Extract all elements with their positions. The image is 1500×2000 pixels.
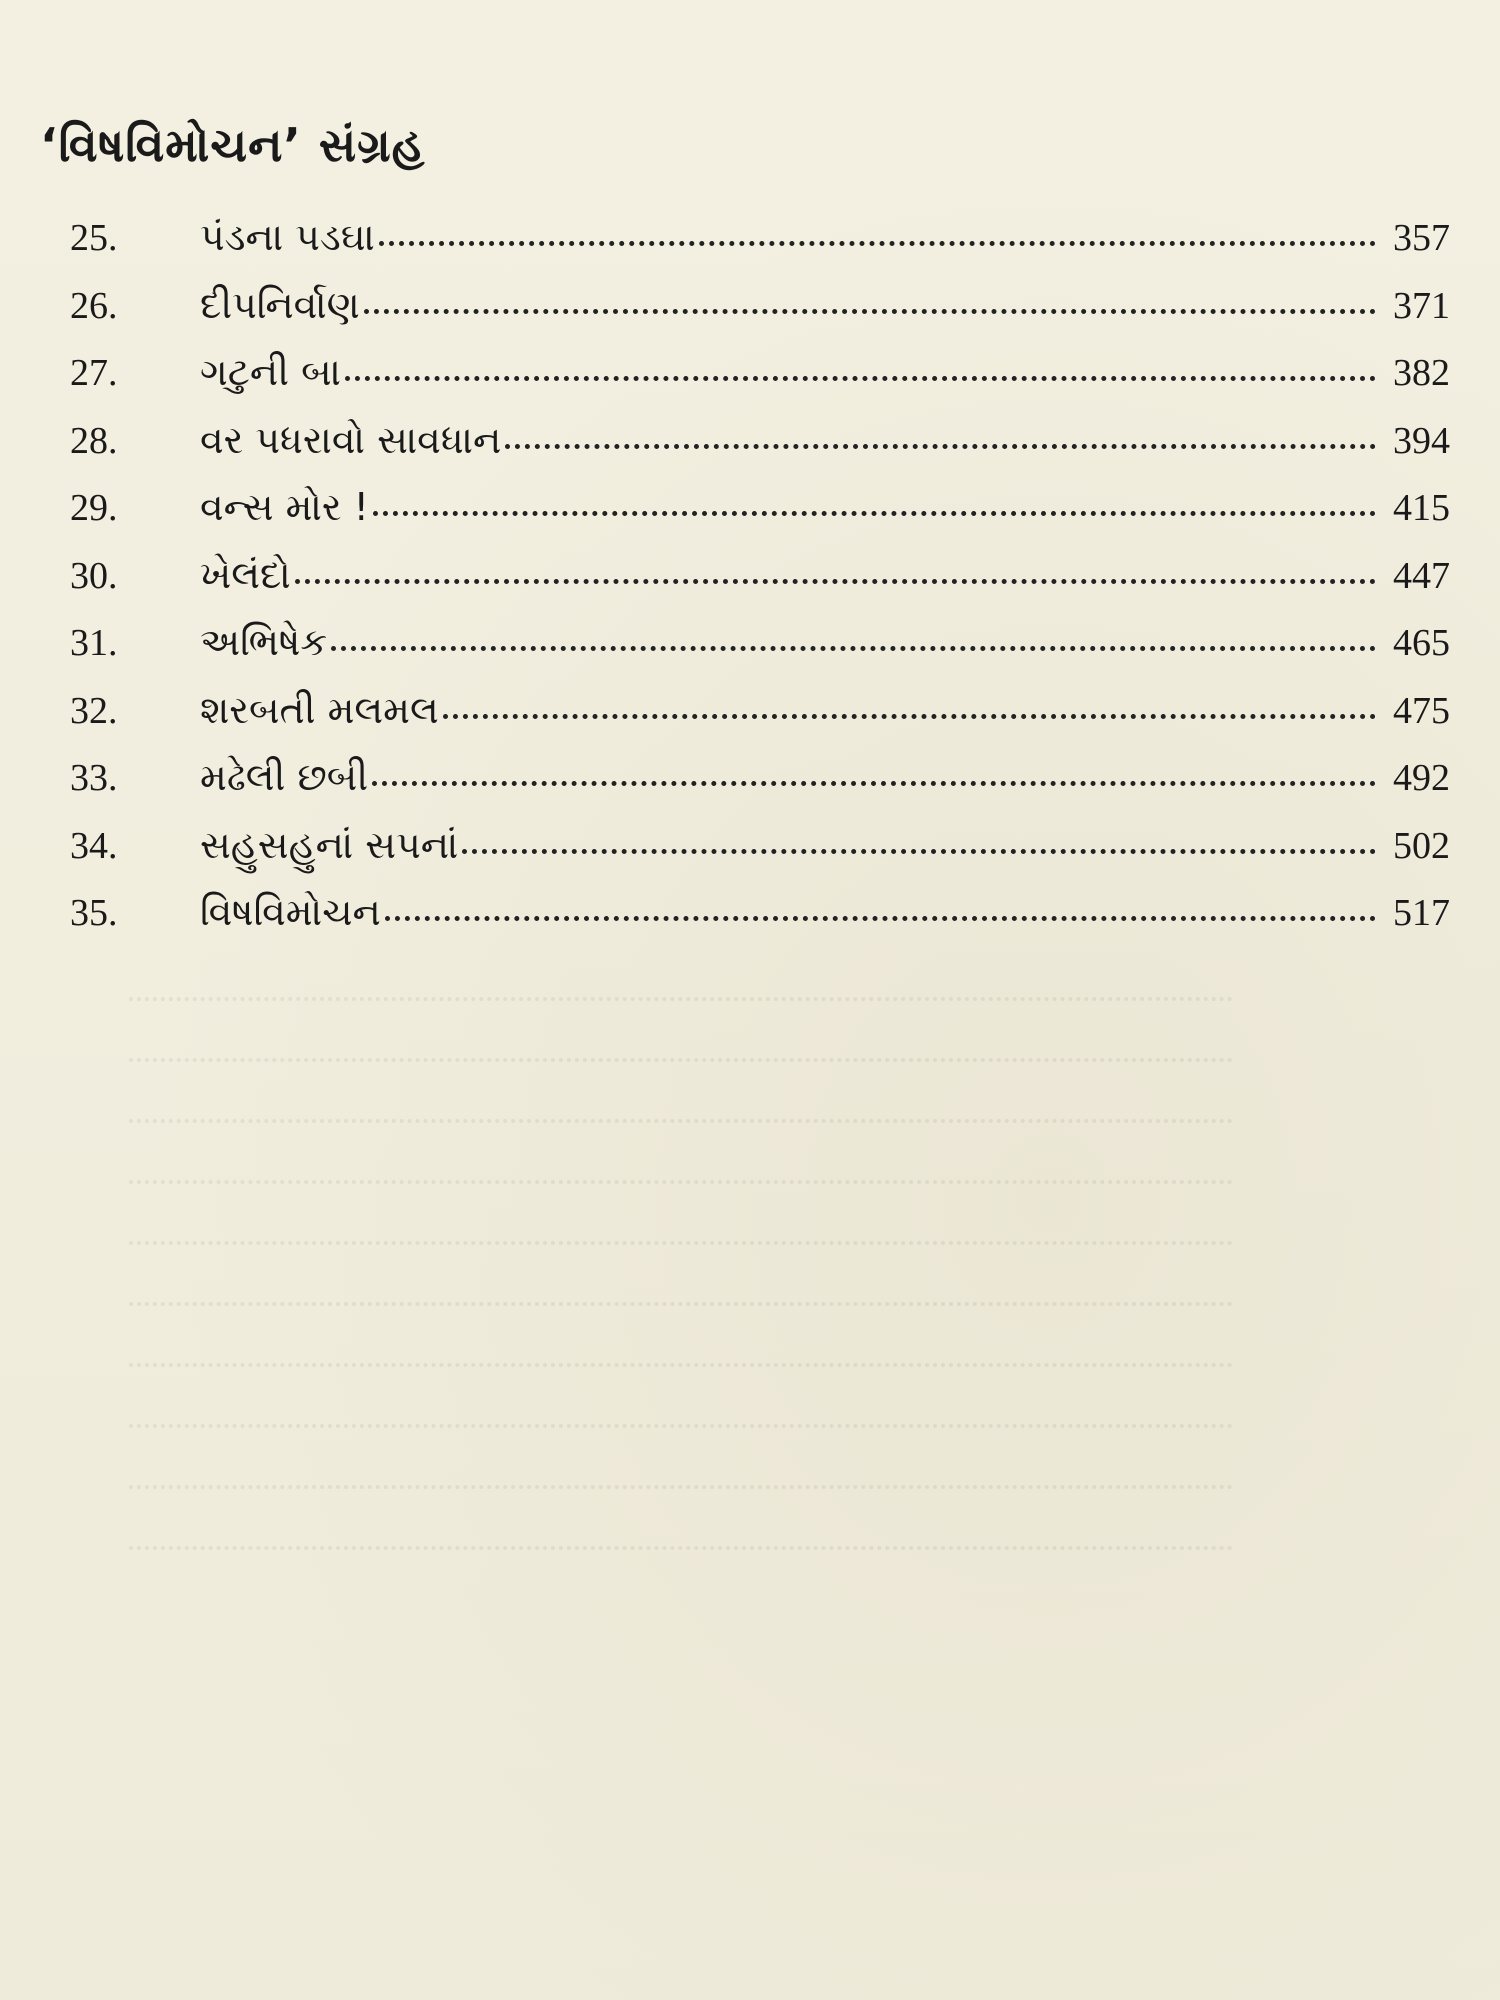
dot-leader — [385, 916, 1376, 921]
entry-number: 31. — [70, 622, 118, 664]
entry-page-number: 415 — [1393, 487, 1450, 529]
toc-entry — [70, 688, 1450, 756]
dot-leader — [364, 309, 1376, 314]
ghost-line — [129, 1184, 1233, 1245]
entry-number: 25. — [70, 217, 118, 259]
dot-leader — [331, 646, 1376, 651]
ghost-line — [129, 1123, 1233, 1184]
entry-number: 32. — [70, 689, 118, 732]
entry-title: ગટુની બા — [200, 350, 341, 394]
toc-entry — [70, 215, 1450, 283]
entry-page-number: 357 — [1393, 217, 1450, 259]
ghost-line — [129, 1245, 1233, 1306]
dot-leader — [345, 376, 1376, 381]
toc-entry — [70, 350, 1450, 418]
ghost-line — [129, 1306, 1233, 1367]
ghost-line — [129, 1001, 1233, 1062]
entry-number: 35. — [70, 892, 118, 934]
entry-number: 26. — [70, 284, 118, 327]
toc-entry — [70, 890, 1450, 958]
dot-leader — [462, 849, 1376, 854]
entry-title: વિષવિમોચન — [200, 890, 381, 934]
toc-entry — [70, 823, 1450, 891]
entry-title: સહુસહુનાં સપનાં — [200, 822, 459, 867]
ghost-line — [129, 1489, 1233, 1550]
entry-page-number: 475 — [1393, 689, 1450, 732]
toc-entry — [70, 485, 1450, 553]
dot-leader — [295, 579, 1376, 584]
entry-number: 28. — [70, 419, 118, 462]
toc-entry — [70, 283, 1450, 351]
entry-page-number: 502 — [1393, 824, 1450, 867]
section-heading: ‘વિષવિમોચન’ સંગ્રહ — [40, 118, 426, 172]
entry-title: મઢેલી છબી — [200, 755, 369, 799]
entry-page-number: 447 — [1393, 554, 1450, 597]
entry-page-number: 394 — [1393, 419, 1450, 462]
entry-title: અભિષેક — [200, 620, 328, 664]
entry-title: વન્સ મોર ! — [200, 485, 369, 529]
entry-number: 29. — [70, 487, 118, 529]
toc-entry — [70, 418, 1450, 486]
dot-leader — [443, 714, 1376, 719]
entry-number: 33. — [70, 757, 118, 799]
dot-leader — [379, 241, 1376, 246]
entry-page-number: 517 — [1393, 892, 1450, 934]
entry-title: શરબતી મલમલ — [200, 687, 439, 732]
dot-leader — [373, 511, 1376, 516]
entry-number: 30. — [70, 554, 118, 597]
entry-title: વર પધરાવો સાવધાન — [200, 417, 502, 462]
toc-entry — [70, 755, 1450, 823]
entry-number: 27. — [70, 352, 118, 394]
dot-leader — [505, 444, 1376, 449]
entry-number: 34. — [70, 824, 118, 867]
toc-entry — [70, 553, 1450, 621]
entry-title: ખેલંદો — [200, 552, 291, 597]
ghost-line — [129, 1428, 1233, 1489]
entry-title: દીપનિર્વાણ — [200, 282, 360, 327]
entry-page-number: 371 — [1393, 284, 1450, 327]
reverse-page-bleed-through — [60, 940, 1440, 1940]
ghost-line — [129, 1062, 1233, 1123]
table-of-contents — [70, 215, 1450, 958]
entry-page-number: 492 — [1393, 757, 1450, 799]
ghost-line — [129, 1367, 1233, 1428]
entry-page-number: 465 — [1393, 622, 1450, 664]
toc-entry — [70, 620, 1450, 688]
entry-page-number: 382 — [1393, 352, 1450, 394]
dot-leader — [372, 781, 1376, 786]
entry-title: પંડના પડઘા — [200, 215, 375, 259]
